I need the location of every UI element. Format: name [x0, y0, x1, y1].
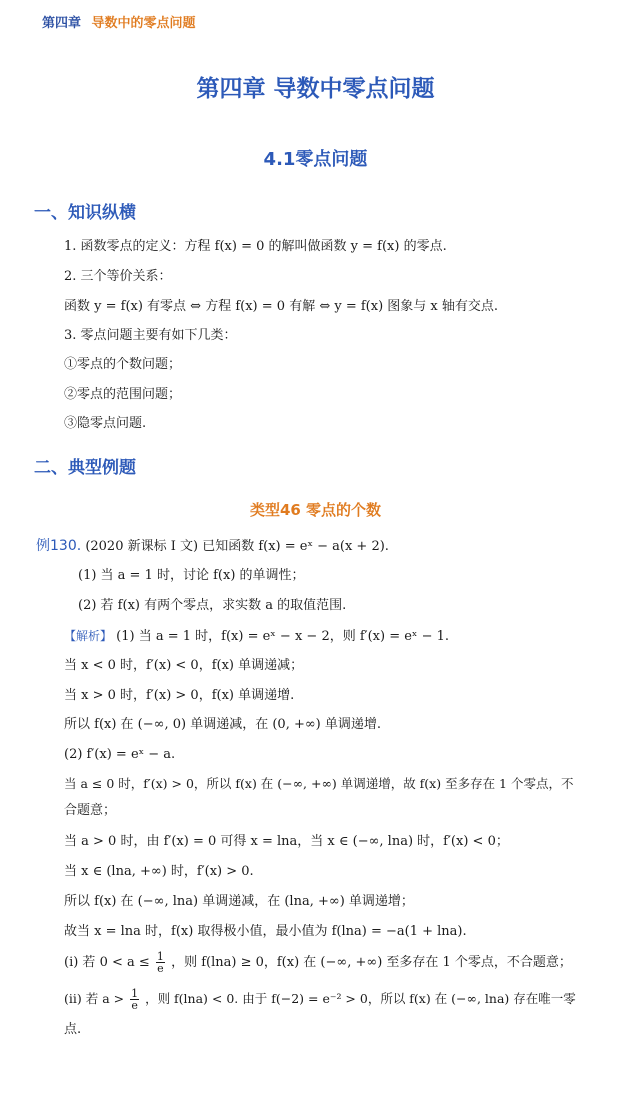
fraction-one-over-e	[156, 951, 165, 974]
knowledge-line: ①零点的个数问题；	[64, 357, 182, 372]
fraction-numerator: 1	[131, 987, 139, 1000]
solution-line: 所以 f(x) 在 (−∞, 0) 单调递减，在 (0, +∞) 单调递增.	[64, 717, 382, 732]
running-header-title: 导数中的零点问题	[91, 16, 196, 31]
solution-line: 当 a ≤ 0 时，f′(x) > 0，所以 f(x) 在 (−∞, +∞) 单调递增，故 f(x) 至多存在 1 个零点，不	[64, 776, 574, 791]
type-title: 类型46 零点的个数	[249, 501, 382, 519]
fraction-numerator: 1	[156, 950, 164, 963]
fraction-denominator: e	[131, 999, 138, 1012]
question-2: (2) 若 f(x) 有两个零点，求实数 a 的取值范围.	[78, 598, 347, 613]
case-ii-tail: 点.	[64, 1022, 82, 1037]
solution-line: 当 x < 0 时，f′(x) < 0，f(x) 单调递减；	[64, 658, 304, 673]
example-stem: (2020 新课标 Ⅰ 文) 已知函数 f(x) = eˣ − a(x + 2).	[85, 539, 389, 554]
case-i-line	[64, 949, 572, 977]
knowledge-line: 1. 函数零点的定义：方程 f(x) = 0 的解叫做函数 y = f(x) 的零点.	[64, 239, 447, 254]
knowledge-line: 3. 零点问题主要有如下几类：	[64, 328, 237, 343]
knowledge-line: ③隐零点问题.	[64, 416, 147, 431]
part2-heading: 二、典型例题	[34, 458, 136, 478]
knowledge-line: ②零点的范围问题；	[64, 387, 182, 402]
knowledge-line: 2. 三个等价关系：	[64, 269, 172, 284]
section-title: 4.1零点问题	[263, 149, 368, 170]
part1-heading: 一、知识纵横	[34, 203, 136, 223]
fraction-one-over-e	[130, 988, 139, 1011]
solution-part1-start: (1) 当 a = 1 时，f(x) = eˣ − x − 2，则 f′(x) = eˣ − 1.	[116, 629, 450, 644]
chapter-title: 第四章 导数中零点问题	[196, 76, 435, 102]
solution-line: 当 x ∈ (lna, +∞) 时，f′(x) > 0.	[64, 864, 254, 879]
solution-line: 当 a > 0 时，由 f′(x) = 0 可得 x = lna，当 x ∈ (−∞, lna) 时，f′(x) < 0；	[64, 834, 509, 849]
case-ii-post: ，则 f(lna) < 0. 由于 f(−2) = e⁻² > 0，所以 f(x) 在 (−∞, lna) 存在唯一零	[145, 991, 576, 1006]
example-stem-line	[36, 537, 389, 556]
case-ii-line	[64, 985, 576, 1013]
solution-line: 所以 f(x) 在 (−∞, lna) 单调递减，在 (lna, +∞) 单调递增；	[64, 894, 414, 909]
case-i-pre: (i) 若 0 < a ≤	[64, 955, 150, 970]
solution-first-line	[64, 627, 449, 646]
solution-line: 当 x > 0 时，f′(x) > 0，f(x) 单调递增.	[64, 688, 295, 703]
running-header	[42, 12, 196, 31]
jiexi-label: 【解析】	[64, 629, 113, 643]
running-header-chapter: 第四章	[42, 16, 82, 31]
knowledge-line: 函数 y = f(x) 有零点 ⇔ 方程 f(x) = 0 有解 ⇔ y = f(x) 图象与 x 轴有交点.	[64, 299, 498, 314]
case-ii-pre: (ii) 若 a >	[64, 991, 125, 1006]
case-i-post: ，则 f(lna) ≥ 0，f(x) 在 (−∞, +∞) 至多存在 1 个零点，不合题意；	[171, 955, 572, 970]
example-label: 例130.	[36, 538, 82, 554]
fraction-denominator: e	[157, 962, 164, 975]
question-1: (1) 当 a = 1 时，讨论 f(x) 的单调性；	[78, 568, 305, 583]
solution-line: 故当 x = lna 时，f(x) 取得极小值，最小值为 f(lna) = −a(1 + lna).	[64, 924, 467, 939]
solution-line: 合题意；	[64, 803, 117, 818]
solution-line: (2) f′(x) = eˣ − a.	[64, 747, 176, 762]
